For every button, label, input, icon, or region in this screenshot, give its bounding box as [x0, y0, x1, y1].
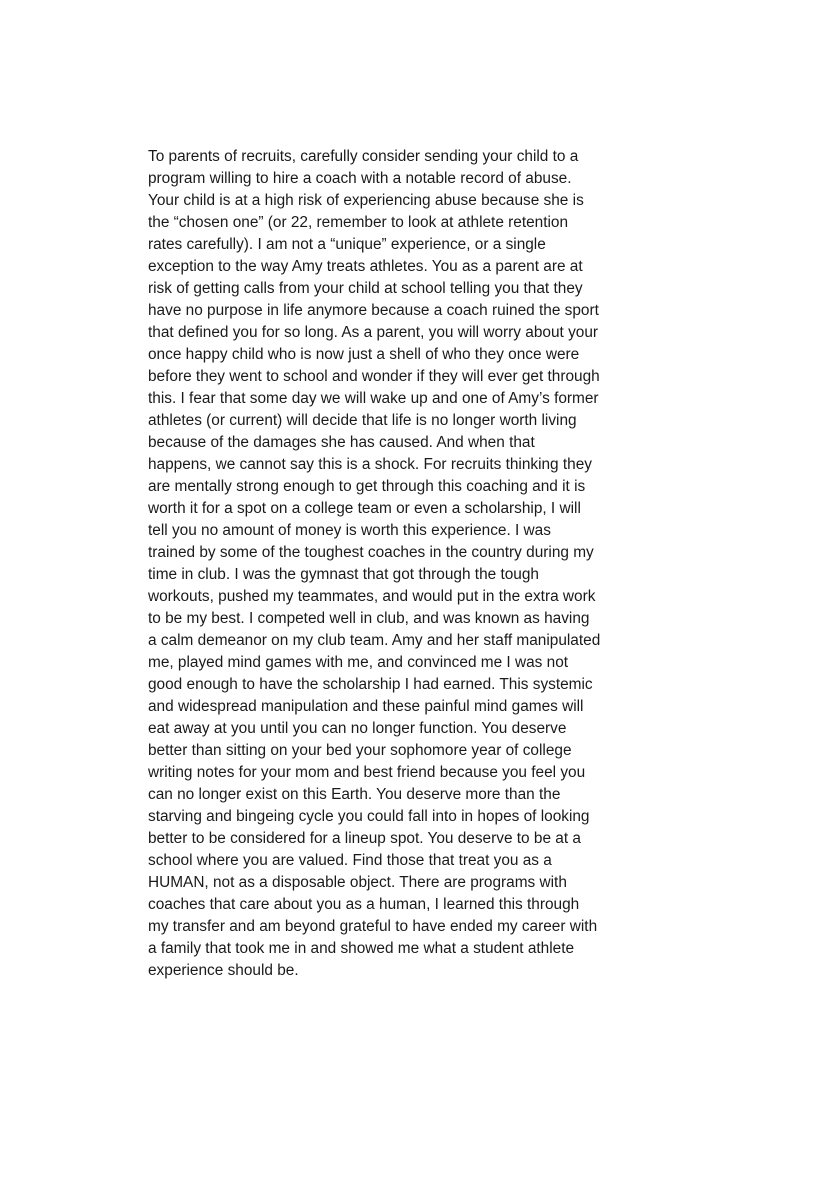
text-line: a calm demeanor on my club team. Amy and her staff manipulated — [148, 632, 601, 649]
text-line: school where you are valued. Find those that treat you as a — [148, 852, 552, 869]
text-line: to be my best. I competed well in club, and was known as having — [148, 610, 590, 627]
text-line: To parents of recruits, carefully consider sending your child to a — [148, 148, 579, 165]
text-line: Your child is at a high risk of experiencing abuse because she is — [148, 192, 584, 209]
text-line: because of the damages she has caused. And when that — [148, 434, 535, 451]
text-line: writing notes for your mom and best friend because you feel you — [148, 764, 586, 781]
text-line: better to be considered for a lineup spot. You deserve to be at a — [148, 830, 581, 847]
text-line: tell you no amount of money is worth this experience. I was — [148, 522, 551, 539]
text-line: before they went to school and wonder if they will ever get through — [148, 368, 600, 385]
text-line: worth it for a spot on a college team or even a scholarship, I will — [148, 500, 581, 517]
text-line: better than sitting on your bed your sophomore year of college — [148, 742, 572, 759]
text-line: good enough to have the scholarship I had earned. This systemic — [148, 676, 593, 693]
text-line: risk of getting calls from your child at school telling you that they — [148, 280, 583, 297]
body-paragraph — [148, 146, 648, 982]
text-line: rates carefully). I am not a “unique” experience, or a single — [148, 236, 546, 253]
text-line: this. I fear that some day we will wake up and one of Amy’s former — [148, 390, 599, 407]
text-line: once happy child who is now just a shell of who they once were — [148, 346, 580, 363]
text-line: HUMAN, not as a disposable object. There are programs with — [148, 874, 567, 891]
text-line: time in club. I was the gymnast that got through the tough — [148, 566, 539, 583]
text-line: happens, we cannot say this is a shock. For recruits thinking they — [148, 456, 592, 473]
text-line: the “chosen one” (or 22, remember to look at athlete retention — [148, 214, 569, 231]
text-line: experience should be. — [148, 962, 299, 979]
text-line: are mentally strong enough to get through this coaching and it is — [148, 478, 586, 495]
text-line: workouts, pushed my teammates, and would put in the extra work — [148, 588, 596, 605]
text-line: starving and bingeing cycle you could fall into in hopes of looking — [148, 808, 590, 825]
text-line: and widespread manipulation and these painful mind games will — [148, 698, 584, 715]
text-line: my transfer and am beyond grateful to have ended my career with — [148, 918, 598, 935]
text-line: that defined you for so long. As a parent, you will worry about your — [148, 324, 599, 341]
text-line: exception to the way Amy treats athletes. You as a parent are at — [148, 258, 583, 275]
text-line: athletes (or current) will decide that life is no longer worth living — [148, 412, 577, 429]
text-line: have no purpose in life anymore because a coach ruined the sport — [148, 302, 599, 319]
text-line: can no longer exist on this Earth. You deserve more than the — [148, 786, 561, 803]
text-line: eat away at you until you can no longer function. You deserve — [148, 720, 567, 737]
text-line: trained by some of the toughest coaches in the country during my — [148, 544, 594, 561]
text-line: a family that took me in and showed me what a student athlete — [148, 940, 575, 957]
text-line: me, played mind games with me, and convinced me I was not — [148, 654, 569, 671]
text-line: coaches that care about you as a human, I learned this through — [148, 896, 580, 913]
text-line: program willing to hire a coach with a notable record of abuse. — [148, 170, 572, 187]
